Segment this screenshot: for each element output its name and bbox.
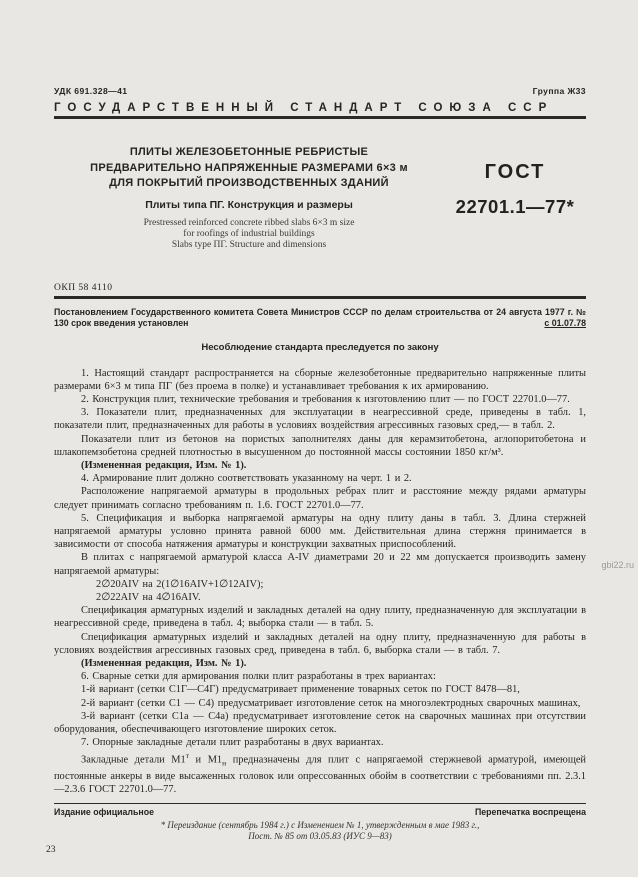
paragraph: 2-й вариант (сетки С1 — С4) предусматривает изготовление сеток на многоэлектродных сварочных машинах, [81, 697, 581, 709]
paragraph: 3-й вариант (сетки С1а — С4а) предусматривает изготовление сеток на сварочных машинах при отсутствии оборудования, обеспечивающего изготовление широких сеток. [54, 710, 586, 735]
paragraph: 7. Опорные закладные детали плит разработаны в двух вариантах. [81, 737, 384, 749]
body-paragraphs [54, 367, 586, 797]
paragraph: 1-й вариант (сетки С1Г—С4Г) предусматривает применение товарных сеток по ГОСТ 8478—81, [81, 684, 520, 696]
udk-code: УДК 691.328—41 [54, 86, 128, 96]
document-subtitle: Плиты типа ПГ. Конструкция и размеры [145, 198, 353, 211]
state-standard-heading: ГОСУДАРСТВЕННЫЙ СТАНДАРТ СОЮЗА ССР [54, 102, 554, 114]
document-title-english [54, 218, 444, 251]
paragraph: Показатели плит из бетонов на пористых заполнителях даны для керамзитобетона, аглопоритобетона и шлакопемзобетона средней плотностью в высушенном до постоянной массы состоянии 1850 кг/м³. [54, 433, 586, 458]
reprint-prohibited-label: Перепечатка воспрещена [474, 807, 586, 818]
group-code: Группа Ж33 [532, 86, 586, 96]
footnote-line-1: * Переиздание (сентябрь 1984 г.) с Изменением № 1, утвержденным в мае 1983 г., [160, 820, 480, 831]
paragraph: 4. Армирование плит должно соответствовать указанному на черт. 1 и 2. [81, 473, 412, 485]
paragraph: 2∅22АIV на 4∅16АIV. [96, 591, 201, 603]
page-number: 23 [46, 845, 56, 855]
document-title [54, 145, 444, 192]
paragraph: 3. Показатели плит, предназначенных для эксплуатации в неагрессивной среде, приведены в табл. 1, показатели плит, предназначенных для работы в условиях воздействия агрессивных газовых сред,— в табл. 2. [54, 407, 586, 432]
paragraph: Спецификация арматурных изделий и закладных деталей на одну плиту, предназначенную для эксплуатации в неагрессивной среде, приведена в табл. 4; выборка стали — в табл. 5. [54, 605, 586, 630]
classification-row [54, 86, 586, 96]
title-line-3: ДЛЯ ПОКРЫТИЙ ПРОИЗВОДСТВЕННЫХ ЗДАНИЙ [109, 177, 389, 189]
paragraph: 5. Спецификация и выборка напрягаемой арматуры на одну плиту даны в табл. 3. Длина стержней напрягаемой арматуры условно принята равной 6000 мм. Действительная длина стержня принимается в зависимости от способа натяжения арматуры и конструкции захватных приспособлений. [54, 512, 586, 551]
reissue-footnote [54, 820, 586, 842]
paragraph: Спецификация арматурных изделий и закладных деталей на одну плиту, предназначенную для работы в условиях воздействия агрессивных газовых сред, приведена в табл. 6, выборка стали — в табл. 7. [54, 631, 586, 656]
okp-rule [54, 296, 586, 299]
title-line-2: ПРЕДВАРИТЕЛЬНО НАПРЯЖЕННЫЕ РАЗМЕРАМИ 6×3 м [90, 161, 408, 174]
paragraph: (Измененная редакция, Изм. № 1). [81, 657, 247, 669]
paragraph: Расположение напрягаемой арматуры в продольных ребрах плит и расстояние между рядами арматуры следует принимать согласно требованиям п. 1.6. ГОСТ 22701.0—77. [54, 486, 586, 511]
paragraph: 2. Конструкция плит, технические требования и требования к изготовлению плит — по ГОСТ 22701.0—77. [81, 393, 570, 405]
title-line-1: ПЛИТЫ ЖЕЛЕЗОБЕТОННЫЕ РЕБРИСТЫЕ [129, 146, 369, 158]
footer-rule [54, 803, 586, 805]
title-en-line-3: Slabs type ПГ. Structure and dimensions [171, 239, 327, 250]
title-en-line-2: for roofings of industrial buildings [183, 228, 315, 239]
title-en-line-1: Prestressed reinforced concrete ribbed slabs 6×3 m size [143, 217, 355, 228]
decree-block [54, 307, 586, 330]
header-rule [54, 116, 586, 119]
law-notice: Несоблюдение стандарта преследуется по закону [201, 341, 439, 353]
gost-label: ГОСТ [484, 161, 546, 183]
footnote-line-2: Пост. № 85 от 03.05.83 (ИУС 9—83) [248, 831, 392, 842]
decree-text: Постановлением Государственного комитета Совета Министров СССР по делам строительства от 24 августа 1977 г. № 130 срок введения установлен [54, 306, 586, 328]
paragraph: 6. Сварные сетки для армирования полки плит разработаны в трех вариантах: [81, 671, 436, 683]
gost-number: 22701.1—77* [455, 196, 575, 217]
official-edition-label: Издание официальное [54, 807, 154, 818]
gost-designation [444, 145, 586, 263]
paragraph: (Измененная редакция, Изм. № 1). [81, 459, 247, 471]
title-left-column [54, 145, 444, 263]
watermark: gbi22.ru [601, 560, 634, 570]
effective-date: с 01.07.78 [544, 318, 586, 328]
paragraph: Закладные детали $М1^т$ и $М1_н$ предназначены для плит с напрягаемой стержневой арматурой, имеющей постоянные анкеры в виде высаженных головок или опрессованных обойм в соответствии с требованиями пп. 2.3.1—2.3.6 ГОСТ 22701.0—77. [54, 751, 586, 796]
title-block [54, 145, 586, 263]
paragraph: В плитах с напрягаемой арматурой класса А-IV диаметрами 20 и 22 мм допускается производить замену напрягаемой арматуры: [54, 552, 586, 577]
footer-row [54, 807, 586, 817]
paragraph: 1. Настоящий стандарт распространяется на сборные железобетонные предварительно напряженные плиты размерами 6×3 м типа ПГ (без проема в полке) и устанавливает требования к их армированию. [54, 367, 586, 392]
okp-code: ОКП 58 4110 [54, 283, 113, 293]
paragraph: 2∅20АIV на 2(1∅16АIV+1∅12АIV); [96, 578, 264, 590]
